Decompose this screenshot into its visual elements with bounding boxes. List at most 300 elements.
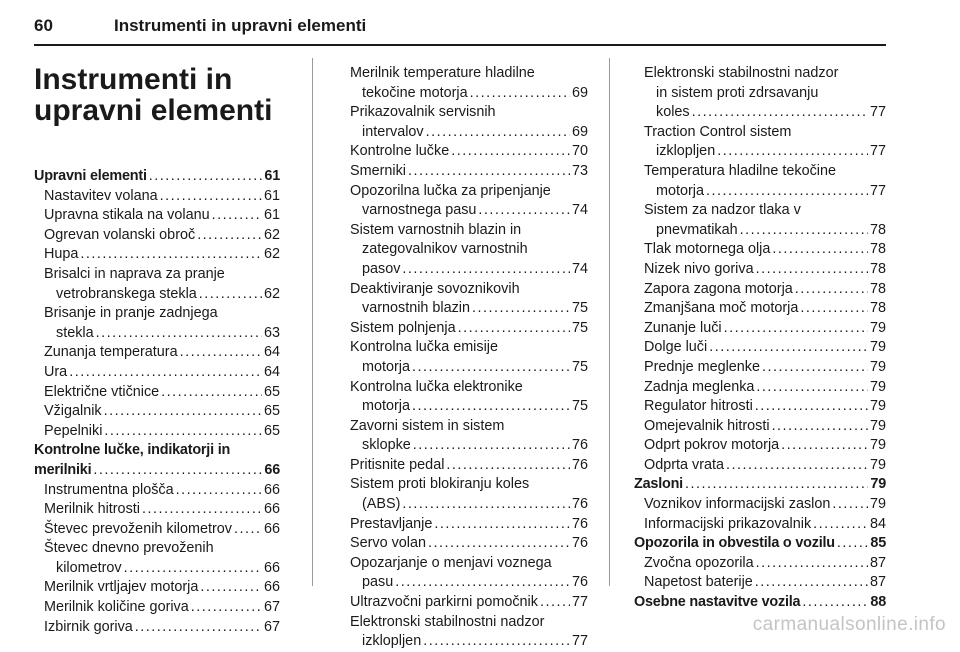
toc-entry-line — [350, 142, 588, 162]
toc-entry[interactable] — [34, 343, 280, 363]
toc-entry[interactable] — [634, 299, 886, 319]
toc-entry[interactable] — [634, 417, 886, 437]
dot-leader — [104, 422, 262, 442]
toc-entry-line — [644, 221, 886, 241]
toc-entry[interactable] — [340, 593, 588, 613]
toc-page-number: 64 — [263, 363, 280, 380]
toc-entry-text: Izbirnik goriva — [44, 618, 133, 635]
toc-entry-line — [350, 534, 588, 554]
toc-entry-line — [44, 226, 280, 246]
toc-page-number: 66 — [263, 520, 280, 537]
toc-entry-text: motorja — [362, 358, 410, 375]
dot-leader — [412, 397, 570, 417]
dot-leader — [413, 436, 570, 456]
toc-entry-text: Števec prevoženih kilometrov — [44, 520, 232, 537]
dot-leader — [408, 162, 570, 182]
chapter-title-line: upravni elementi — [34, 94, 273, 127]
toc-entry-line — [644, 64, 886, 84]
toc-entry-line — [44, 383, 280, 403]
toc-entry-text: motorja — [656, 182, 704, 199]
toc-entry[interactable] — [34, 402, 280, 422]
toc-section-heading[interactable] — [34, 167, 280, 187]
toc-entry-line — [350, 554, 588, 574]
toc-entry[interactable] — [34, 226, 280, 246]
toc-entry[interactable] — [34, 481, 280, 501]
toc-entry-line — [34, 441, 280, 461]
toc-page-number: 75 — [571, 358, 588, 375]
toc-entry[interactable] — [634, 319, 886, 339]
column-divider — [609, 58, 610, 586]
toc-entry-line — [34, 461, 280, 481]
toc-page-number: 62 — [263, 226, 280, 243]
toc-entry[interactable] — [340, 456, 588, 476]
dot-leader — [717, 142, 868, 162]
toc-entry-text: Ogrevan volanski obroč — [44, 226, 196, 243]
toc-entry-text: Brisanje in pranje zadnjega — [44, 305, 218, 322]
toc-entry[interactable] — [634, 201, 886, 240]
toc-entry[interactable] — [34, 245, 280, 265]
toc-column-2 — [340, 64, 588, 652]
dot-leader — [212, 206, 262, 226]
toc-page-number: 79 — [870, 476, 886, 493]
toc-entries — [34, 167, 280, 637]
dot-leader — [149, 167, 263, 187]
toc-entry-line — [644, 299, 886, 319]
toc-entry-text: Sistem polnjenja — [350, 319, 456, 336]
toc-entry-line — [350, 240, 588, 260]
toc-column-3 — [634, 64, 886, 613]
toc-entry[interactable] — [634, 358, 886, 378]
dot-leader — [740, 221, 868, 241]
dot-leader — [191, 598, 262, 618]
toc-entry-text: varnostnih blazin — [362, 300, 470, 317]
toc-entry-text: Temperatura hladilne tekočine — [644, 162, 836, 179]
toc-entry[interactable] — [34, 383, 280, 403]
toc-entry[interactable] — [34, 206, 280, 226]
toc-entry-line — [350, 613, 588, 633]
toc-entry[interactable] — [34, 598, 280, 618]
toc-entry-line — [644, 319, 886, 339]
toc-entry-line — [44, 559, 280, 579]
toc-entry-text: Odprta vrata — [644, 456, 724, 473]
toc-entry-text: Hupa — [44, 246, 79, 263]
toc-entry-text: Tlak motornega olja — [644, 241, 771, 258]
toc-page-number: 78 — [869, 260, 886, 277]
running-title: Instrumenti in upravni elementi — [114, 16, 367, 35]
dot-leader — [837, 534, 869, 554]
dot-leader — [472, 299, 570, 319]
toc-entry-line — [634, 534, 886, 554]
dot-leader — [197, 226, 262, 246]
toc-entry-line — [644, 182, 886, 202]
toc-entry[interactable] — [34, 618, 280, 638]
toc-page-number: 62 — [263, 246, 280, 263]
toc-page-number: 65 — [263, 403, 280, 420]
toc-page-number: 69 — [571, 84, 588, 101]
toc-entry[interactable] — [340, 182, 588, 221]
toc-page-number: 78 — [869, 280, 886, 297]
toc-entry-text: Instrumentna plošča — [44, 481, 174, 498]
toc-entries — [634, 64, 886, 613]
toc-entry-line — [644, 495, 886, 515]
toc-entry[interactable] — [340, 142, 588, 162]
dot-leader — [685, 475, 868, 495]
page-number: 60 — [34, 16, 53, 35]
toc-entry-line — [644, 260, 886, 280]
dot-leader — [80, 245, 262, 265]
toc-entry[interactable] — [34, 187, 280, 207]
toc-entry[interactable] — [34, 304, 280, 343]
toc-entry-line — [644, 338, 886, 358]
toc-entry[interactable] — [340, 378, 588, 417]
toc-entry-line — [44, 265, 280, 285]
toc-entry-line — [350, 182, 588, 202]
toc-page-number: 79 — [869, 456, 886, 473]
toc-page-number: 69 — [571, 123, 588, 140]
toc-entry-text: Kontrolna lučka emisije — [350, 339, 498, 356]
toc-entry-line — [350, 123, 588, 143]
toc-entry-text: izklopljen — [656, 143, 716, 160]
toc-page-number: 79 — [869, 378, 886, 395]
dot-leader — [726, 456, 868, 476]
toc-page-number: 61 — [264, 168, 280, 184]
toc-entry-text: Sistem proti blokiranju koles — [350, 476, 530, 493]
toc-entry[interactable] — [340, 162, 588, 182]
dot-leader — [692, 103, 868, 123]
toc-entry-text: pasov — [362, 260, 401, 277]
toc-entry-line — [350, 417, 588, 437]
toc-section-heading[interactable] — [634, 475, 886, 495]
dot-leader — [180, 343, 262, 363]
toc-entry-line — [44, 285, 280, 305]
toc-page-number: 87 — [869, 574, 886, 591]
toc-entry[interactable] — [634, 64, 886, 123]
toc-page-number: 66 — [263, 579, 280, 596]
toc-entry-text: Ura — [44, 363, 68, 380]
toc-entry-text: Prestavljanje — [350, 515, 433, 532]
toc-entry-text: Zunanja temperatura — [44, 344, 178, 361]
toc-entry-text: Elektronski stabilnostni nadzor — [350, 613, 545, 630]
toc-entry[interactable] — [340, 103, 588, 142]
toc-entry-text: in sistem proti zdrsavanju — [656, 84, 819, 101]
toc-entry-line — [350, 338, 588, 358]
toc-entry-line — [644, 84, 886, 104]
toc-page-number: 65 — [263, 422, 280, 439]
toc-page-number: 79 — [869, 417, 886, 434]
toc-entry[interactable] — [634, 162, 886, 201]
watermark: carmanualsonline.info — [752, 614, 946, 635]
toc-entry-text: Dolge luči — [644, 339, 708, 356]
toc-entry-line — [644, 515, 886, 535]
toc-page-number: 75 — [571, 300, 588, 317]
toc-entry-line — [350, 593, 588, 613]
toc-entry-text: tekočine motorja — [362, 84, 468, 101]
toc-entry[interactable] — [340, 280, 588, 319]
toc-entry-line — [44, 304, 280, 324]
toc-entry-text: motorja — [362, 398, 410, 415]
toc-entry-text: Zvočna opozorila — [644, 554, 754, 571]
toc-page-number: 76 — [571, 574, 588, 591]
toc-page-number: 87 — [869, 554, 886, 571]
toc-entry-line — [350, 64, 588, 84]
toc-section-heading[interactable] — [634, 593, 886, 613]
dot-leader — [423, 632, 570, 652]
toc-entry[interactable] — [340, 475, 588, 514]
toc-page-number: 67 — [263, 618, 280, 635]
toc-entry-text: Informacijski prikazovalnik — [644, 515, 812, 532]
toc-page-number: 79 — [869, 398, 886, 415]
toc-entry-text: Ultrazvočni parkirni pomočnik — [350, 594, 538, 611]
toc-entry-text: Osebne nastavitve vozila — [634, 594, 801, 611]
toc-entry[interactable] — [634, 123, 886, 162]
toc-entry-text: pasu — [362, 574, 394, 591]
toc-entry[interactable] — [634, 338, 886, 358]
toc-page-number: 75 — [571, 319, 588, 336]
toc-page-number: 79 — [869, 319, 886, 336]
toc-entry[interactable] — [634, 378, 886, 398]
toc-entry-line — [44, 206, 280, 226]
toc-entry-line — [350, 397, 588, 417]
toc-page-number: 66 — [263, 501, 280, 518]
toc-page-number: 79 — [869, 496, 886, 513]
toc-entry-text: Smerniki — [350, 162, 406, 179]
toc-entry-line — [350, 495, 588, 515]
toc-page-number: 66 — [264, 461, 280, 478]
toc-entry-text: Sistem za nadzor tlaka v — [644, 202, 801, 219]
dot-leader — [135, 618, 262, 638]
toc-entry-text: koles — [656, 104, 690, 121]
toc-entry-text: Merilnik vrtljajev motorja — [44, 579, 199, 596]
toc-entry-text: Zavorni sistem in sistem — [350, 417, 505, 434]
toc-entry[interactable] — [340, 338, 588, 377]
dot-leader — [540, 593, 570, 613]
toc-entry[interactable] — [34, 265, 280, 304]
toc-entry[interactable] — [340, 319, 588, 339]
toc-entry-text: Nizek nivo goriva — [644, 260, 754, 277]
toc-page-number: 79 — [869, 437, 886, 454]
toc-entry-text: izklopljen — [362, 633, 422, 650]
dot-leader — [428, 534, 570, 554]
dot-leader — [93, 461, 262, 481]
toc-entry-line — [350, 201, 588, 221]
dot-leader — [161, 383, 262, 403]
toc-entry-text: Števec dnevno prevoženih — [44, 540, 214, 557]
toc-entry[interactable] — [340, 554, 588, 593]
toc-page-number: 63 — [263, 324, 280, 341]
toc-entry-text: Odprt pokrov motorja — [644, 437, 780, 454]
toc-entry-text: Sistem varnostnih blazin in — [350, 221, 522, 238]
toc-entry-text: pnevmatikah — [656, 221, 738, 238]
toc-entry-text: Kontrolne lučke — [350, 143, 450, 160]
toc-page-number: 74 — [571, 260, 588, 277]
toc-entry-text: Opozorilna lučka za pripenjanje — [350, 182, 551, 199]
toc-entry-text: stekla — [56, 324, 94, 341]
toc-page-number: 85 — [870, 535, 886, 552]
toc-page-number: 76 — [571, 535, 588, 552]
toc-entry-line — [44, 422, 280, 442]
toc-entry-line — [44, 324, 280, 344]
toc-entry[interactable] — [34, 422, 280, 442]
toc-entry-line — [350, 84, 588, 104]
dot-leader — [402, 495, 570, 515]
toc-entry-text: kilometrov — [56, 559, 122, 576]
dot-leader — [426, 123, 570, 143]
toc-entry-text: Opozarjanje o menjavi voznega — [350, 554, 552, 571]
toc-entry-text: Merilnik hitrosti — [44, 501, 140, 518]
toc-page-number: 77 — [869, 104, 886, 121]
toc-entry-line — [44, 618, 280, 638]
dot-leader — [69, 363, 262, 383]
toc-page-number: 78 — [869, 221, 886, 238]
toc-entry-line — [350, 436, 588, 456]
toc-entry-line — [44, 578, 280, 598]
toc-entry[interactable] — [634, 436, 886, 456]
toc-entry-text: zategovalnikov varnostnih — [362, 241, 528, 258]
toc-entry[interactable] — [34, 578, 280, 598]
dot-leader — [709, 338, 868, 358]
toc-entry-text: Pepelniki — [44, 422, 103, 439]
toc-entry-text: Deaktiviranje sovoznikovih — [350, 280, 520, 297]
toc-entry-text: Električne vtičnice — [44, 383, 160, 400]
toc-entry-text: Prikazovalnik servisnih — [350, 104, 496, 121]
toc-entry-text: intervalov — [362, 123, 424, 140]
toc-entry-text: Prednje meglenke — [644, 358, 760, 375]
toc-entry-line — [644, 103, 886, 123]
toc-section-heading[interactable] — [34, 441, 280, 480]
dot-leader — [802, 593, 868, 613]
toc-page-number: 79 — [869, 358, 886, 375]
toc-entry-line — [644, 378, 886, 398]
toc-section-heading[interactable] — [634, 534, 886, 554]
toc-entry-line — [44, 539, 280, 559]
toc-entry-line — [644, 240, 886, 260]
toc-entry[interactable] — [340, 417, 588, 456]
toc-entry-text: Merilnik količine goriva — [44, 599, 189, 616]
toc-entry-line — [350, 221, 588, 241]
toc-entry[interactable] — [340, 64, 588, 103]
dot-leader — [451, 142, 570, 162]
toc-entry-line — [44, 363, 280, 383]
toc-entry-line — [644, 417, 886, 437]
dot-leader — [176, 481, 262, 501]
toc-entry-text: Elektronski stabilnostni nadzor — [644, 65, 839, 81]
toc-page-number: 75 — [571, 398, 588, 415]
toc-page-number: 77 — [869, 143, 886, 160]
toc-page-number: 77 — [571, 633, 588, 650]
toc-entry-line — [644, 142, 886, 162]
toc-entry[interactable] — [340, 515, 588, 535]
toc-entry-line — [644, 201, 886, 221]
toc-page-number: 61 — [263, 207, 280, 224]
dot-leader — [200, 578, 262, 598]
dot-leader — [478, 201, 570, 221]
toc-page-number: 74 — [571, 202, 588, 219]
toc-entry-line — [644, 397, 886, 417]
toc-page-number: 67 — [263, 599, 280, 616]
toc-entry-text: Zunanje luči — [644, 319, 722, 336]
toc-entry-text: Upravna stikala na volanu — [44, 207, 210, 224]
toc-page-number: 76 — [571, 496, 588, 513]
toc-entry-text: Servo volan — [350, 535, 426, 552]
toc-entry-text: Upravni elementi — [34, 168, 147, 184]
toc-entry[interactable] — [634, 495, 886, 515]
toc-entry-text: Pritisnite pedal — [350, 456, 445, 473]
dot-leader — [160, 187, 262, 207]
toc-page-number: 76 — [571, 456, 588, 473]
toc-entry[interactable] — [634, 515, 886, 535]
toc-entry-line — [350, 475, 588, 495]
dot-leader — [706, 182, 868, 202]
toc-entry-line — [634, 593, 886, 613]
toc-page-number: 88 — [870, 594, 886, 611]
toc-page-number: 78 — [869, 241, 886, 258]
toc-entry[interactable] — [634, 456, 886, 476]
toc-page-number: 84 — [869, 515, 886, 532]
toc-page-number: 64 — [263, 344, 280, 361]
toc-entry-text: Kontrolna lučka elektronike — [350, 378, 523, 395]
toc-entries — [340, 64, 588, 652]
toc-entry-line — [44, 402, 280, 422]
toc-page-number: 65 — [263, 383, 280, 400]
toc-page-number: 61 — [263, 187, 280, 204]
toc-entry[interactable] — [340, 221, 588, 280]
toc-entry[interactable] — [34, 363, 280, 383]
toc-entry[interactable] — [340, 534, 588, 554]
toc-entry[interactable] — [634, 240, 886, 260]
toc-entry-line — [644, 554, 886, 574]
toc-entry[interactable] — [340, 613, 588, 652]
toc-entry[interactable] — [634, 260, 886, 280]
toc-entry-line — [350, 573, 588, 593]
page-header — [34, 6, 886, 46]
dot-leader — [795, 280, 868, 300]
toc-page-number: 77 — [571, 594, 588, 611]
dot-leader — [724, 319, 868, 339]
toc-entry-text: merilniki — [34, 461, 92, 478]
toc-entry[interactable] — [634, 573, 886, 593]
toc-entry-line — [644, 123, 886, 143]
toc-entry-line — [350, 260, 588, 280]
toc-entry-line — [350, 280, 588, 300]
dot-leader — [781, 436, 868, 456]
dot-leader — [234, 520, 262, 540]
toc-entry[interactable] — [634, 280, 886, 300]
toc-entry-text: Brisalci in naprava za pranje — [44, 265, 225, 282]
toc-page-number: 77 — [869, 182, 886, 199]
toc-page-number: 76 — [571, 437, 588, 454]
toc-entry[interactable] — [634, 554, 886, 574]
dot-leader — [756, 260, 868, 280]
toc-entry-text: Zmanjšana moč motorja — [644, 300, 799, 317]
dot-leader — [832, 495, 868, 515]
toc-entry[interactable] — [34, 539, 280, 578]
toc-entry[interactable] — [634, 397, 886, 417]
toc-entry[interactable] — [34, 520, 280, 540]
toc-entry-text: Zapora zagona motorja — [644, 280, 793, 297]
toc-entry-text: Nastavitev volana — [44, 187, 158, 204]
toc-entry[interactable] — [34, 500, 280, 520]
toc-entry-text: Regulator hitrosti — [644, 398, 753, 415]
toc-entry-text: Napetost baterije — [644, 574, 753, 591]
toc-entry-line — [44, 481, 280, 501]
dot-leader — [756, 554, 868, 574]
toc-entry-line — [44, 520, 280, 540]
toc-entry-text: vetrobranskega stekla — [56, 285, 197, 302]
toc-page-number: 79 — [869, 339, 886, 356]
toc-page-number: 73 — [571, 162, 588, 179]
toc-entry-text: Voznikov informacijski zaslon — [644, 496, 831, 513]
toc-entry-text: Vžigalnik — [44, 403, 102, 420]
